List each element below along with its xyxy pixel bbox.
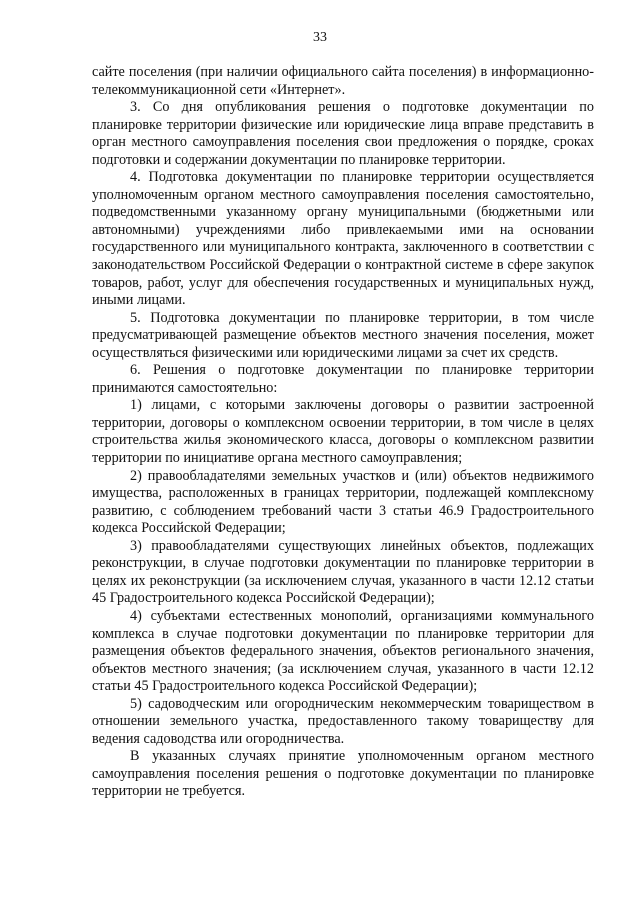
list-item: 2) правообладателями земельных участков и (или) объектов недвижимого имущества, расположенных в границах территории, подлежащей комплексному развитию, с соблюдением требований части 3 статьи 46.9 Градостроительного кодекса Российской Федерации; <box>92 467 594 537</box>
paragraph: 6. Решения о подготовке документации по планировке территории принимаются самостоятельно: <box>92 362 594 396</box>
list-item: 5) садоводческим или огородническим некоммерческим товариществом в отношении земельного участка, предоставленного такому товариществу для ведения садоводства или огородничества. <box>92 695 594 747</box>
paragraph: 5. Подготовка документации по планировке территории, в том числе предусматривающей размещение объектов местного значения поселения, может осуществляться физическими или юридическими лицами за счет их средств. <box>92 309 594 361</box>
document-body <box>92 64 594 801</box>
list-item: 1) лицами, с которыми заключены договоры о развитии застроенной территории, договоры о комплексном освоении территории, в том числе в целях строительства жилья экономического класса, договоры о комплексном развитии территории по инициативе органа местного самоуправления; <box>92 397 594 467</box>
paragraph: 3. Со дня опубликования решения о подготовке документации по планировке территории физические или юридические лица вправе представить в орган местного самоуправления поселения свои предложения о порядке, сроках подготовки и содержании документации по планировке территории. <box>92 99 594 168</box>
list-item: 4) субъектами естественных монополий, организациями коммунального комплекса в случае подготовки документации по планировке территории для размещения объектов федерального значения, объектов регионального значения, объектов местного значения; (за исключением случая, указанного в части 12.12 статьи 45 Градостроительного кодекса Российской Федерации); <box>92 607 594 695</box>
paragraph: В указанных случаях принятие уполномоченным органом местного самоуправления поселения решения о подготовке документации по планировке территории не требуется. <box>92 748 594 800</box>
page-number: 33 <box>313 30 327 45</box>
list-item: 3) правообладателями существующих линейных объектов, подлежащих реконструкции, в случае подготовки документации по планировке территории в целях их реконструкции (за исключением случая, указанного в части 12.12 статьи 45 Градостроительного кодекса Российской Федерации); <box>92 537 594 607</box>
paragraph: 4. Подготовка документации по планировке территории осуществляется уполномоченным органом местного самоуправления поселения самостоятельно, подведомственными указанному органу муниципальными (бюджетными или автономными) учреждениями либо привлекаемыми ими на основании государственного или муниципального контракта, заключенного в соответствии с законодательством Российской Федерации о контрактной системе в сфере закупок товаров, работ, услуг для обеспечения государственных и муниципальных нужд, иными лицами. <box>92 169 594 309</box>
paragraph: сайте поселения (при наличии официального сайта поселения) в информационно-телекоммуникационной сети «Интернет». <box>92 64 594 98</box>
